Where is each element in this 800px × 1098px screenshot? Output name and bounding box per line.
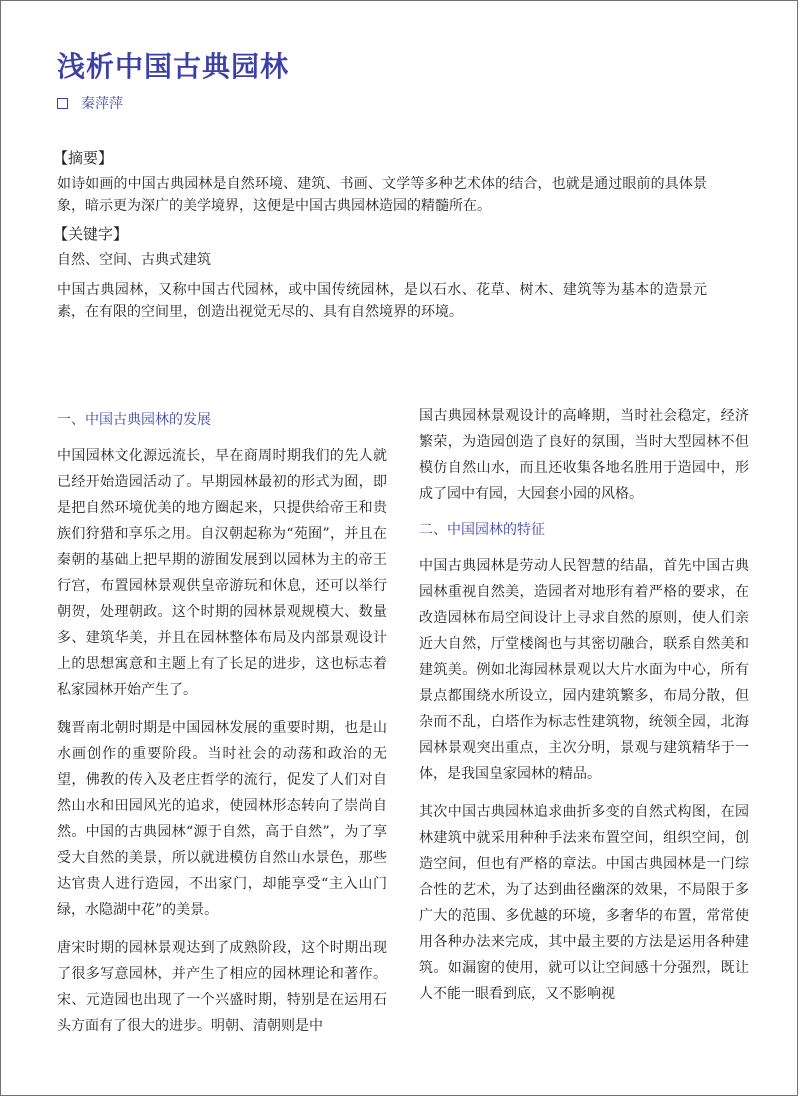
paragraph: 中国园林文化源远流长，早在商周时期我们的先人就已经开始造园活动了。早期园林最初的形式为囿，即是把自然环境优美的地方圈起来，只提供给帝王和贵族们狩猎和享乐之用。自汉朝起称为“苑囿”，并且在秦朝的基础上把早期的游囿发展到以园林为主的帝王行宫，布置园林景观供皇帝游玩和休息，还可以举行朝贺，处理朝政。这个时期的园林景观规模大、数量多、建筑华美，并且在园林整体布局及内部景观设计上的思想寓意和主题上有了长足的进步，这也标志着私家园林开始产生了。 [57,448,387,698]
keywords-text: 自然、空间、古典式建筑 [57,252,211,268]
paragraph: 唐宋时期的园林景观达到了成熟阶段，这个时期出现了很多写意园林，并产生了相应的园林理论和著作。宋、元造园也出现了一个兴盛时期，特别是在运用石头方面有了很大的进步。明朝、清朝则是中 [57,940,387,1034]
paragraph: 其次中国古典园林追求曲折多变的自然式构图，在园林建筑中就采用种种手法来布置空间，组织空间，创造空间，但也有严格的章法。中国古典园林是一门综合性的艺术，为了达到曲径幽深的效果，不局限于多广大的范围、多优越的环境，多奢华的布置，常常使用各种办法来完成，其中最主要的方法是运用各种建筑。如漏窗的使用，就可以让空间感十分强烈，既让人不能一眼看到底，又不影响视 [419,804,749,1002]
author-name: 秦萍萍 [81,96,123,112]
article-title: 浅析中国古典园林 [57,50,290,83]
section-heading-features: 二、中国园林的特征 [419,522,545,538]
checkbox-square-icon [57,98,68,109]
section-heading-development: 一、中国古典园林的发展 [57,412,211,428]
right-column [419,403,749,1019]
intro-text: 中国古典园林，又称中国古代园林，或中国传统园林，是以石水、花草、树木、建筑等为基本的造景元素，在有限的空间里，创造出视觉无尽的、具有自然境界的环境。 [57,282,707,320]
abstract-text: 如诗如画的中国古典园林是自然环境、建筑、书画、文学等多种艺术体的结合，也就是通过眼前的具体景象，暗示更为深广的美学境界，这便是中国古典园林造园的精髓所在。 [57,176,707,214]
paragraph: 中国古典园林是劳动人民智慧的结晶，首先中国古典园林重视自然美，造园者对地形有着严格的要求，在改造园林布局空间设计上寻求自然的原则，使人们亲近大自然，厅堂楼阁也与其密切融合，联系自然美和建筑美。例如北海园林景观以大片水面为中心，所有景点都围绕水所设立，园内建筑繁多，布局分散，但杂而不乱，白塔作为标志性建筑物，统领全园，北海园林景观突出重点，主次分明，景观与建筑精华于一体，是我国皇家园林的精品。 [419,558,749,782]
keywords-label: 【关键字】 [53,225,129,243]
paragraph: 国古典园林景观设计的高峰期，当时社会稳定，经济繁荣，为造园创造了良好的氛围，当时大型园林不但模仿自然山水，而且还收集各地名胜用于造园中，形成了园中有园，大园套小园的风格。 [419,408,749,502]
abstract-label: 【摘要】 [53,149,114,167]
left-column [57,407,387,1051]
paragraph: 魏晋南北朝时期是中国园林发展的重要时期，也是山水画创作的重要阶段。当时社会的动荡和政治的无望，佛教的传入及老庄哲学的流行，促发了人们对自然山水和田园风光的追求，使园林形态转向了崇尚自然。中国的古典园林“源于自然，高于自然”，为了享受大自然的美景，所以就进模仿自然山水景色，那些达官贵人进行造园，不出家门，却能享受“主入山门绿，水隐湖中花”的美景。 [57,720,387,918]
author-line [57,93,123,113]
abstract-block [53,147,707,323]
